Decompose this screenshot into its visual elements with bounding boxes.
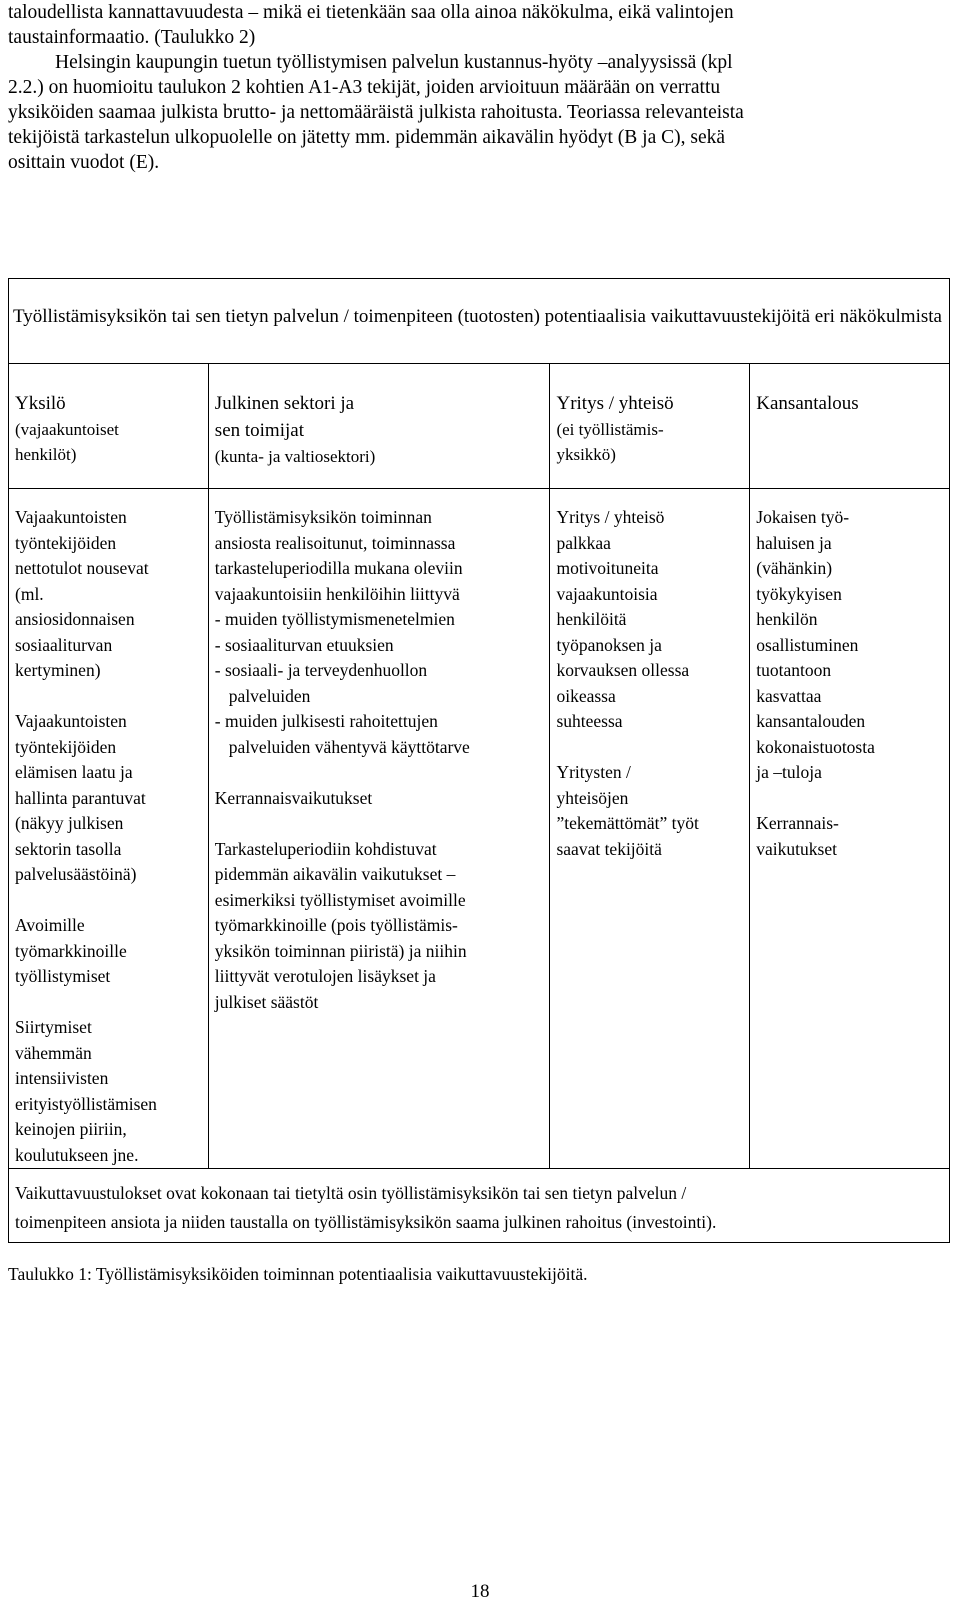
paragraph-gap [556,735,743,761]
cell-line: pidemmän aikavälin vaikutukset – [214,864,456,884]
cell-line: palvelusäästöinä) [15,864,137,884]
paragraph-gap [15,888,202,914]
header-main: Yritys / yhteisö [556,393,674,414]
cell-line: Yritysten / [556,762,631,782]
cell-line: työkykyisen [756,583,842,604]
cell-line: yksikön toiminnan piiristä) ja niihin [214,940,467,961]
cell-line: (näkyy julkisen [15,813,124,833]
cell-public-sector [208,489,550,1169]
cell-line: henkilöitä [556,609,627,629]
cell-company [550,489,750,1169]
header-national-economy [750,364,950,489]
cell-line: kansantalouden [756,711,866,731]
cell-line: vajaakuntoisiin henkilöihin liittyvä [214,583,460,604]
intro-line: yksiköiden saamaa julkista brutto- ja nettomääräistä julkista rahoitusta. Teoriassa relevanteista [8,102,744,123]
table-title-cell [9,279,950,364]
header-individual [9,364,209,489]
cell-line: nettotulot nousevat [15,558,149,578]
cell-line: sosiaaliturvan [15,634,113,655]
cell-line: ja –tuloja [756,762,822,782]
intro-line: osittain vuodot (E). [8,152,160,173]
cell-line: vähemmän [15,1042,92,1063]
cell-line: suhteessa [556,711,623,731]
cell-line: palkkaa [556,532,611,553]
paragraph-gap [15,684,202,710]
cell-line: työpanoksen ja [556,634,662,655]
cell-line: kertyminen) [15,660,101,680]
cell-line: tarkasteluperiodilla mukana oleviin [214,558,463,578]
cell-line: kasvattaa [756,685,822,706]
impact-factors-table [8,278,950,1243]
cell-line: vaikutukset [756,838,837,859]
header-sub: yksikkö) [556,445,616,464]
cell-line: ansiosta realisoitunut, toiminnassa [214,532,456,553]
cell-line: intensiivisten [15,1068,109,1088]
paragraph-gap [756,786,943,812]
header-main: Julkinen sektori ja [214,393,355,414]
cell-line: julkiset säästöt [214,991,319,1012]
cell-line: Jokaisen työ- [756,507,850,527]
cell-line: ansiosidonnaisen [15,609,135,629]
cell-line: haluisen ja [756,532,832,553]
cell-line: Vajaakuntoisten [15,507,127,527]
cell-line: Siirtymiset [15,1017,92,1037]
intro-line: taustainformaatio. (Taulukko 2) [8,27,256,48]
cell-line: työmarkkinoille (pois työllistämis- [214,915,458,935]
paragraph-gap [15,990,202,1016]
cell-national-economy [750,489,950,1169]
table-footer-cell [9,1169,950,1243]
header-sub: (ei työllistämis- [556,420,664,439]
intro-line: Helsingin kaupungin tuetun työllistymisen palvelun kustannus-hyöty –analyysissä (kpl [55,52,733,73]
cell-line: Vajaakuntoisten [15,711,127,731]
cell-line: työllistymiset [15,966,111,986]
cell-line: hallinta parantuvat [15,787,146,808]
paragraph-gap [215,760,544,786]
cell-line: henkilön [756,609,818,629]
table-title: Työllistämisyksikön tai sen tietyn palvelun / toimenpiteen (tuotosten) potentiaalisia vaikuttavuustekijöitä eri näkökulmista [13,306,942,327]
header-sub: (kunta- ja valtiosektori) [214,447,376,466]
cell-line: työmarkkinoille [15,940,127,961]
cell-line: kokonaistuotosta [756,736,875,757]
cell-line: ”tekemättömät” työt [556,813,699,833]
header-sub: henkilöt) [15,445,77,464]
cell-line: oikeassa [556,685,616,706]
cell-line: Avoimille [15,915,85,935]
cell-line: erityistyöllistämisen [15,1093,157,1114]
cell-line: koulutukseen jne. [15,1144,139,1165]
cell-line: (ml. [15,583,44,604]
footer-line: Vaikuttavuustulokset ovat kokonaan tai tietyltä osin työllistämisyksikön tai sen tietyn palvelun / [15,1183,687,1203]
footer-line: toimenpiteen ansiota ja niiden taustalla on työllistämisyksikön saama julkinen rahoitus (investointi). [15,1212,717,1232]
cell-line: motivoituneita [556,558,659,578]
cell-line: - muiden työllistymismenetelmien [214,609,455,629]
intro-line: taloudellista kannattavuudesta – mikä ei tietenkään saa olla ainoa näkökulma, eikä valintojen [8,2,734,23]
table-caption: Taulukko 1: Työllistämisyksiköiden toiminnan potentiaalisia vaikuttavuustekijöitä. [8,1264,588,1284]
intro-paragraph [8,0,938,175]
cell-line: palveluiden [228,685,311,706]
cell-line: liittyvät verotulojen lisäykset ja [214,966,436,986]
cell-line: elämisen laatu ja [15,762,133,782]
header-main: sen toimijat [214,420,304,441]
cell-line: korvauksen ollessa [556,660,690,680]
header-public-sector [208,364,550,489]
cell-individual [9,489,209,1169]
cell-line: Kerrannaisvaikutukset [214,787,373,808]
cell-line: tuotantoon [756,660,832,680]
cell-line: sektorin tasolla [15,838,122,859]
cell-line: yhteisöjen [556,787,629,808]
cell-line: Yritys / yhteisö [556,507,665,527]
header-main: Yksilö [15,393,66,414]
cell-line: Tarkasteluperiodiin kohdistuvat [214,838,437,859]
intro-line: 2.2.) on huomioitu taulukon 2 kohtien A1-A3 tekijät, joiden arvioituun määrään on verrattu [8,77,721,98]
intro-line: tekijöistä tarkastelun ulkopuolelle on jätetty mm. pidemmän aikavälin hyödyt (B ja C), sekä [8,127,726,148]
header-sub: (vajaakuntoiset [15,420,119,439]
cell-line: esimerkiksi työllistymiset avoimille [214,889,466,910]
cell-line: vajaakuntoisia [556,583,658,604]
cell-line: Työllistämisyksikön toiminnan [214,507,432,527]
cell-line: Kerrannais- [756,813,839,833]
cell-line: - sosiaali- ja terveydenhuollon [214,660,428,680]
cell-line: - sosiaaliturvan etuuksien [214,634,394,655]
cell-line: - muiden julkisesti rahoitettujen [214,711,438,731]
paragraph-gap [215,811,544,837]
cell-line: saavat tekijöitä [556,838,662,859]
cell-line: osallistuminen [756,634,859,655]
cell-line: työntekijöiden [15,736,117,757]
cell-line: (vähänkin) [756,558,833,578]
header-company [550,364,750,489]
cell-line: keinojen piiriin, [15,1119,127,1139]
header-main: Kansantalous [756,393,859,414]
cell-line: palveluiden vähentyvä käyttötarve [228,736,470,757]
cell-line: työntekijöiden [15,532,117,553]
page-number: 18 [470,1581,490,1602]
